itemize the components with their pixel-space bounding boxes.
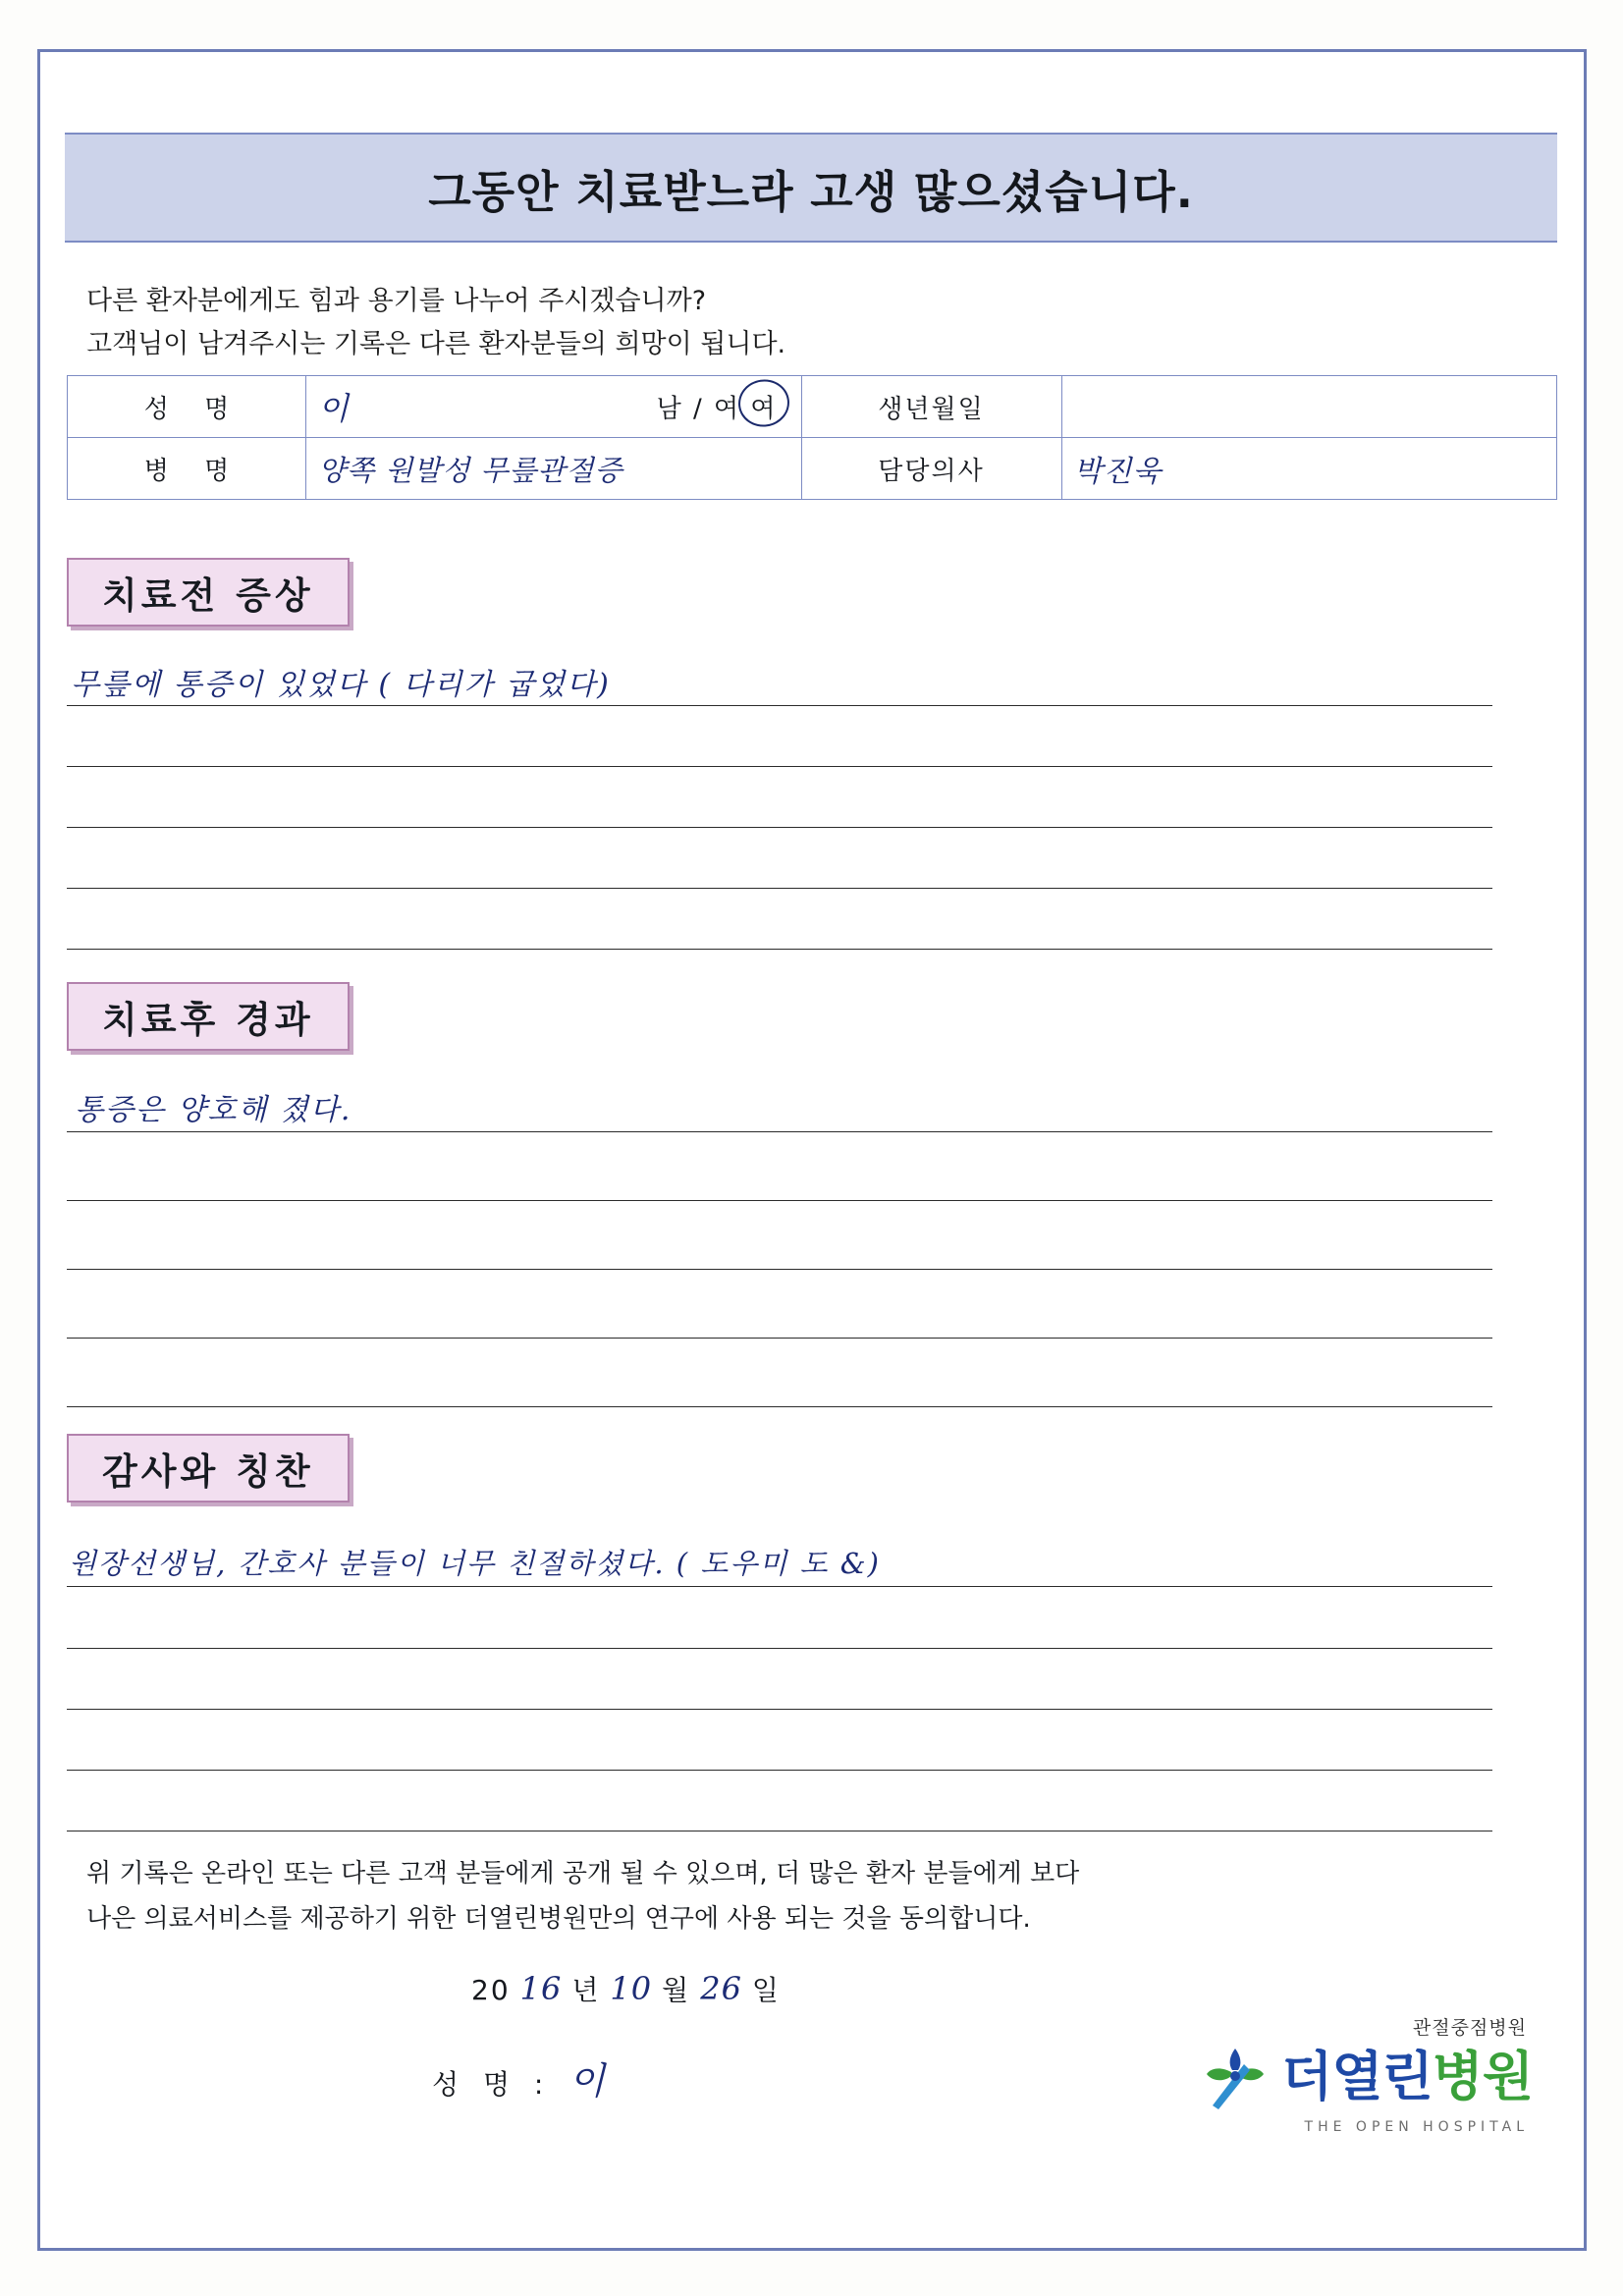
- title-banner: [65, 133, 1557, 243]
- rule-line: [67, 1709, 1492, 1710]
- section-heading-label: 감사와 칭찬: [102, 1450, 314, 1493]
- rule-line: [67, 705, 1492, 706]
- rule-line: [67, 766, 1492, 767]
- date-line: [471, 1969, 781, 2008]
- consent-line-1: 위 기록은 온라인 또는 다른 고객 분들에게 공개 될 수 있으며, 더 많은 환자 분들에게 보다: [86, 1859, 1080, 1888]
- disease-value: 양쪽 원발성 무릎관절증: [318, 453, 623, 487]
- intro-line-2: 고객님이 남겨주시는 기록은 다른 환자분들의 희망이 됩니다.: [86, 329, 786, 359]
- rule-line: [67, 1338, 1492, 1339]
- section-heading-thanks: [67, 1434, 350, 1503]
- rule-line: [67, 827, 1492, 828]
- name-value: 이: [318, 390, 350, 427]
- sex-selected-mark: 여: [750, 389, 777, 425]
- date-prefix: 20: [471, 1974, 511, 2006]
- birth-value: [1061, 376, 1557, 438]
- rule-line: [67, 1406, 1492, 1407]
- logo-word-blue: 더열린: [1281, 2046, 1433, 2107]
- consent-text: [86, 1851, 1481, 1941]
- logo-wordmark: [1281, 2046, 1533, 2107]
- birth-label: 생년월일: [801, 376, 1061, 438]
- date-year-unit: 년: [571, 1974, 601, 2006]
- signature-label: 성 명 :: [432, 2068, 552, 2101]
- date-month-value: 10: [610, 1970, 653, 2007]
- name-value-cell: [306, 376, 802, 438]
- date-year-value: 16: [519, 1970, 563, 2007]
- rule-line: [67, 1770, 1492, 1771]
- rule-line: [67, 1648, 1492, 1649]
- intro-line-1: 다른 환자분에게도 힘과 용기를 나누어 주시겠습니까?: [86, 286, 707, 316]
- section-heading-label: 치료후 경과: [102, 999, 314, 1041]
- rule-line: [67, 1269, 1492, 1270]
- rule-line: [67, 888, 1492, 889]
- section-heading-symptoms: [67, 558, 350, 627]
- logo-subtitle: THE OPEN HOSPITAL: [1304, 2119, 1529, 2135]
- date-day-unit: 일: [751, 1974, 781, 2006]
- logo-word-green: 병원: [1432, 2046, 1533, 2107]
- answer-progress: 통증은 양호해 졌다.: [75, 1093, 352, 1127]
- page-title: 그동안 치료받느라 고생 많으셨습니다.: [428, 165, 1194, 218]
- answer-symptoms: 무릎에 통증이 있었다 ( 다리가 굽었다): [71, 668, 611, 702]
- signature-line: [432, 2050, 607, 2105]
- rule-line: [67, 1131, 1492, 1132]
- section-heading-label: 치료전 증상: [102, 574, 314, 617]
- consent-line-2: 나은 의료서비스를 제공하기 위한 더열린병원만의 연구에 사용 되는 것을 동의합니다.: [86, 1904, 1031, 1934]
- disease-label: 병 명: [68, 438, 306, 500]
- date-month-unit: 월: [662, 1974, 691, 2006]
- rule-line: [67, 949, 1492, 950]
- disease-value-cell: [306, 438, 802, 500]
- date-day-value: 26: [700, 1970, 742, 2007]
- rule-line: [67, 1200, 1492, 1201]
- signature-value: 이: [568, 2059, 608, 2103]
- doctor-value: 박진욱: [1073, 455, 1163, 489]
- name-label: 성 명: [68, 376, 306, 438]
- logo-main: [1199, 2041, 1533, 2113]
- table-row: [68, 376, 1557, 438]
- hospital-logo: [1140, 2013, 1533, 2151]
- doctor-label: 담당의사: [801, 438, 1061, 500]
- logo-tagline: 관절중점병원: [1412, 2017, 1527, 2039]
- open-hospital-mark-icon: [1199, 2041, 1271, 2113]
- sex-label: 남 / 여: [656, 394, 741, 424]
- doctor-value-cell: [1061, 438, 1557, 500]
- section-heading-progress: [67, 982, 350, 1051]
- patient-info-table: [67, 375, 1557, 500]
- table-row: [68, 438, 1557, 500]
- rule-line: [67, 1586, 1492, 1587]
- intro-text: [86, 280, 1461, 366]
- answer-thanks: 원장선생님, 간호사 분들이 너무 친절하셨다. ( 도우미 도 &): [69, 1547, 881, 1580]
- sex-field: [657, 389, 778, 425]
